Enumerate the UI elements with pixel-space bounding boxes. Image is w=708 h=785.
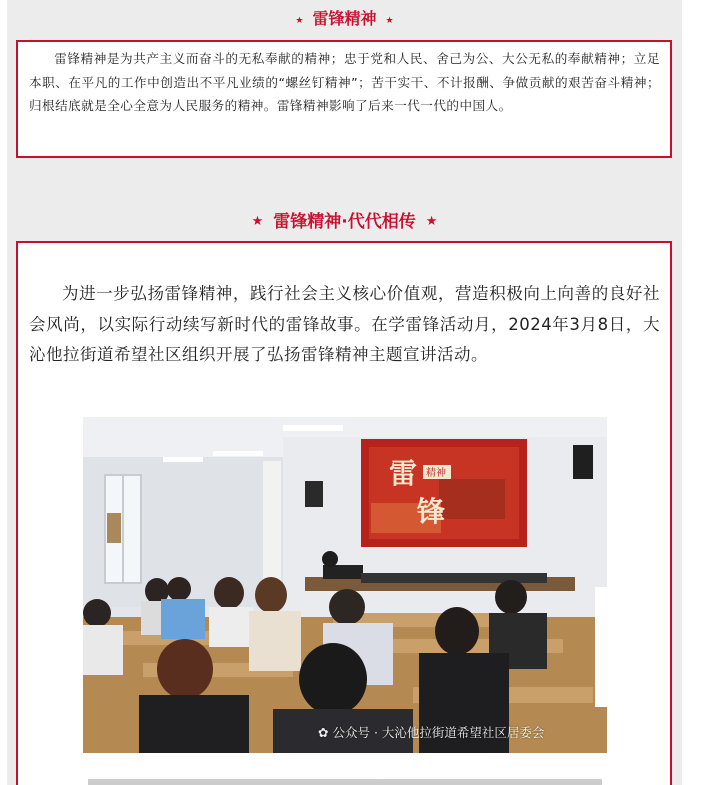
intro-text-box (16, 40, 672, 158)
activity-content-box (16, 241, 672, 785)
star-icon: ★ (385, 16, 394, 26)
screen-tag: 精神 (426, 468, 446, 479)
wechat-watermark (318, 723, 544, 741)
screen-text: 锋 (417, 495, 446, 528)
second-photo-partial[interactable] (88, 779, 602, 785)
star-icon: ★ (251, 213, 264, 229)
section-heading-passing-on (7, 205, 682, 233)
watermark-text: 公众号 · 大沁他拉街道希望社区居委会 (332, 725, 545, 740)
section-heading-leifeng-spirit (7, 4, 682, 30)
star-icon: ★ (425, 213, 438, 229)
section-heading-text: 雷锋精神 (312, 8, 377, 28)
lecture-photo-illustration (83, 417, 607, 753)
article-page (7, 0, 682, 785)
activity-paragraph: 为进一步弘扬雷锋精神，践行社会主义核心价值观，营造积极向上向善的良好社会风尚，以实际行动续写新时代的雷锋故事。在学雷锋活动月，2024年3月8日，大沁他拉街道希望社区组织开展了弘扬雷锋精神主题宣讲活动。 (29, 284, 660, 364)
intro-paragraph: 雷锋精神是为共产主义而奋斗的无私奉献的精神；忠于党和人民、舍己为公、大公无私的奉献精神；立足本职、在平凡的工作中创造出不平凡业绩的“螺丝钉精神”；苦干实干、不计报酬、争做贡献的艰苦奋斗精神；归根结底就是全心全意为人民服务的精神。雷锋精神影响了后来一代一代的中国人。 (29, 51, 660, 113)
star-icon: ★ (295, 16, 304, 26)
lecture-photo[interactable] (83, 417, 607, 753)
wechat-icon: ✿ (318, 725, 329, 740)
section-heading-text: 雷锋精神·代代相传 (273, 211, 416, 232)
screen-text: 雷 (389, 457, 418, 490)
